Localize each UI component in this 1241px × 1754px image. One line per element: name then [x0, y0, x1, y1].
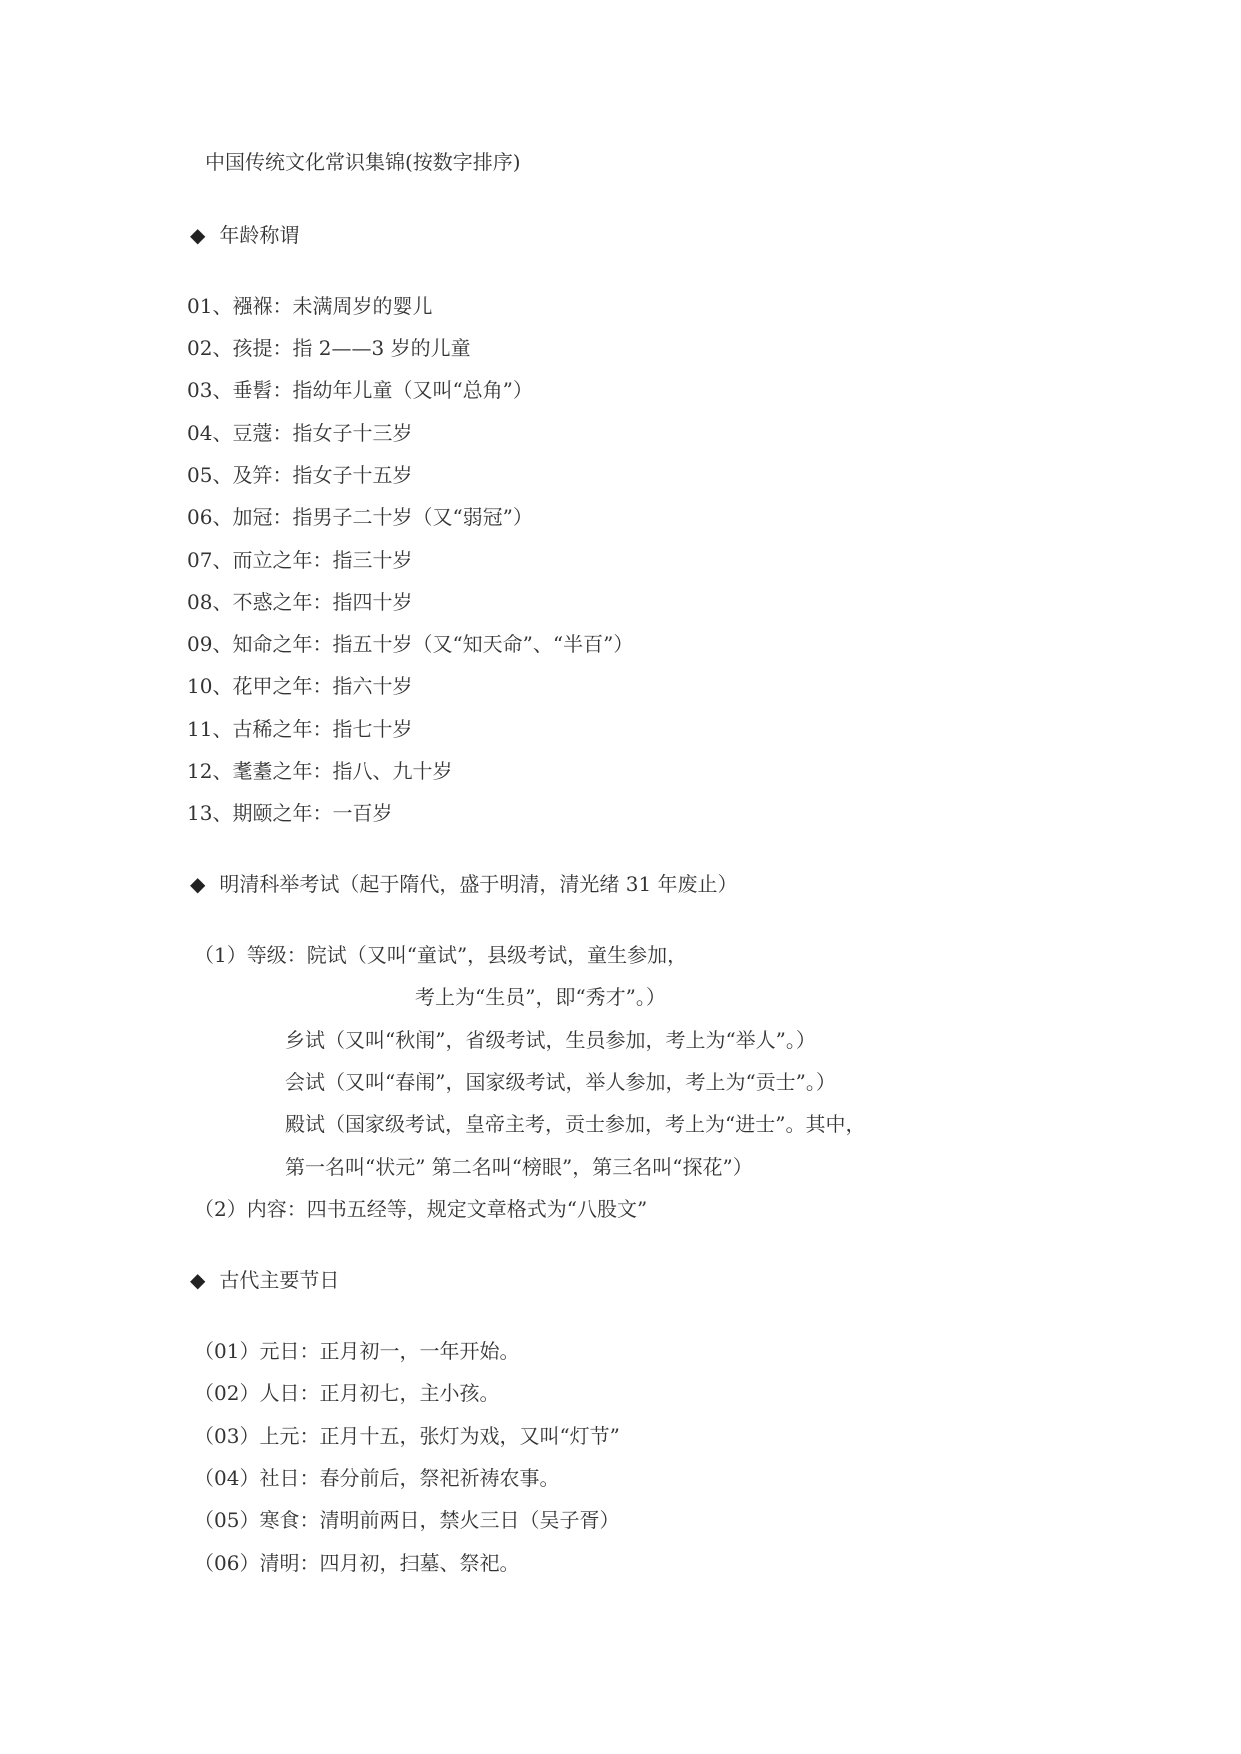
- list-item: （03）上元：正月十五，张灯为戏，又叫“灯节”: [194, 1424, 620, 1448]
- list-item: 03、垂髫：指幼年儿童（又叫“总角”）: [187, 378, 533, 402]
- list-item: 11、古稀之年：指七十岁: [187, 717, 413, 741]
- paragraph-line: 殿试（国家级考试，皇帝主考，贡士参加，考上为“进士”。其中，: [285, 1112, 866, 1136]
- paragraph-line: 乡试（又叫“秋闱”，省级考试，生员参加，考上为“举人”。）: [285, 1028, 816, 1052]
- list-item: 05、及笄：指女子十五岁: [187, 463, 413, 487]
- section-heading-text: 古代主要节日: [219, 1268, 340, 1292]
- section-heading-festivals: [190, 1266, 339, 1294]
- section-heading-age-titles: [190, 221, 299, 249]
- paragraph-line: 考上为“生员”，即“秀才”。）: [415, 985, 666, 1009]
- list-item: （06）清明：四月初，扫墓、祭祀。: [194, 1551, 520, 1575]
- document-title: 中国传统文化常识集锦(按数字排序): [205, 150, 521, 174]
- list-item: 07、而立之年：指三十岁: [187, 548, 413, 572]
- paragraph-line: 会试（又叫“春闱”，国家级考试，举人参加，考上为“贡士”。）: [285, 1070, 836, 1094]
- paragraph-line: （1）等级：院试（又叫“童试”，县级考试，童生参加，: [194, 943, 688, 967]
- list-item: 12、耄耋之年：指八、九十岁: [187, 759, 453, 783]
- list-item: 08、不惑之年：指四十岁: [187, 590, 413, 614]
- section-heading-text: 明清科举考试（起于隋代，盛于明清，清光绪 31 年废止）: [219, 872, 738, 896]
- list-item: （01）元日：正月初一，一年开始。: [194, 1339, 520, 1363]
- list-item: （04）社日：春分前后，祭祀祈祷农事。: [194, 1466, 560, 1490]
- diamond-bullet-icon: ◆: [190, 223, 206, 247]
- section-heading-imperial-exam: [190, 870, 738, 898]
- list-item: 10、花甲之年：指六十岁: [187, 674, 413, 698]
- list-item: 06、加冠：指男子二十岁（又“弱冠”）: [187, 505, 533, 529]
- diamond-bullet-icon: ◆: [190, 1268, 206, 1292]
- paragraph-line: （2）内容：四书五经等，规定文章格式为“八股文”: [194, 1197, 648, 1221]
- list-item: 09、知命之年：指五十岁（又“知天命”、“半百”）: [187, 632, 634, 656]
- list-item: （05）寒食：清明前两日，禁火三日（吴子胥）: [194, 1508, 620, 1532]
- diamond-bullet-icon: ◆: [190, 872, 206, 896]
- list-item: （02）人日：正月初七，主小孩。: [194, 1381, 500, 1405]
- list-item: 13、期颐之年：一百岁: [187, 801, 393, 825]
- list-item: 04、豆蔻：指女子十三岁: [187, 421, 413, 445]
- list-item: 01、襁褓：未满周岁的婴儿: [187, 294, 433, 318]
- paragraph-line: 第一名叫“状元” 第二名叫“榜眼”，第三名叫“探花”）: [285, 1155, 753, 1179]
- list-item: 02、孩提：指 2——3 岁的儿童: [187, 336, 471, 360]
- section-heading-text: 年龄称谓: [219, 223, 300, 247]
